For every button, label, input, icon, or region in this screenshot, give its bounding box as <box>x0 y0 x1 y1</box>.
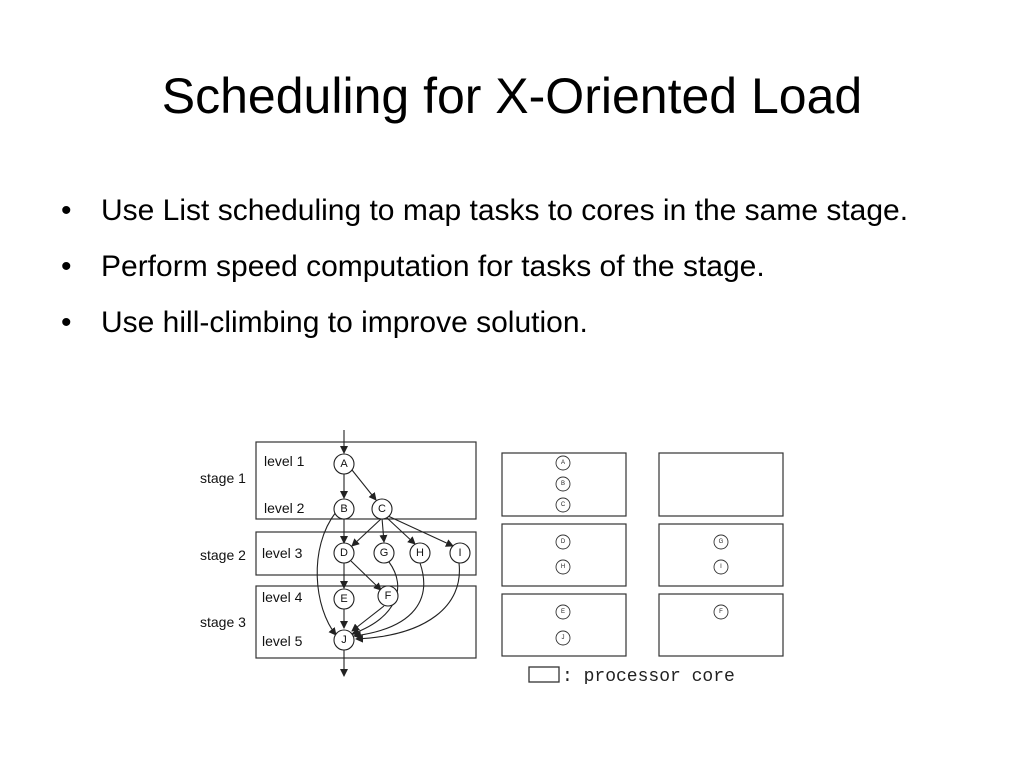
task-node-label: I <box>458 547 462 559</box>
core-task <box>556 477 570 491</box>
task-node <box>334 454 354 474</box>
legend-text: : processor core <box>562 667 735 684</box>
edge <box>317 512 336 635</box>
task-node <box>334 630 354 650</box>
core-task <box>556 456 570 470</box>
core-task <box>556 498 570 512</box>
task-node-label: H <box>416 547 424 559</box>
task-node-label: A <box>340 458 348 470</box>
bullet-marker: • <box>61 194 72 227</box>
processor-core <box>502 524 626 586</box>
core-task-label: J <box>561 635 565 641</box>
bullet-text: Perform speed computation for tasks of the stage. <box>101 250 765 283</box>
edge <box>388 516 453 546</box>
core-task-label: B <box>560 481 566 487</box>
task-node-label: F <box>384 590 392 602</box>
task-node-label: C <box>378 503 386 515</box>
task-node-label: B <box>340 503 348 515</box>
task-node <box>334 543 354 563</box>
legend-core-swatch <box>529 667 559 682</box>
task-node <box>450 543 470 563</box>
bullet-text: Use List scheduling to map tasks to cores in the same stage. <box>101 194 909 227</box>
task-node-label: D <box>340 547 348 559</box>
core-task-label: I <box>720 564 722 570</box>
core-task-label: A <box>560 460 566 466</box>
level-label: level 2 <box>264 500 305 516</box>
task-node-label: J <box>341 634 347 646</box>
core-task <box>714 535 728 549</box>
core-task-label: D <box>560 539 566 545</box>
core-task <box>556 605 570 619</box>
core-task-label: G <box>718 539 724 545</box>
bullet-item <box>56 188 986 234</box>
core-task <box>556 535 570 549</box>
edge <box>382 518 384 542</box>
bullet-marker: • <box>61 250 72 283</box>
bullet-item <box>56 244 986 290</box>
task-node <box>334 499 354 519</box>
task-node <box>378 586 398 606</box>
core-task-label: E <box>560 609 566 615</box>
level-label: level 1 <box>264 453 305 469</box>
task-node-label: E <box>340 593 348 605</box>
bullet-text: Use hill-climbing to improve solution. <box>101 306 588 339</box>
task-node <box>334 589 354 609</box>
core-task-label: C <box>560 502 566 508</box>
bullet-list <box>56 188 986 356</box>
slide-title: Scheduling for X-Oriented Load <box>161 68 863 124</box>
stage-label: stage 2 <box>200 547 246 563</box>
level-label: level 5 <box>262 633 303 649</box>
level-label: level 4 <box>262 589 303 605</box>
stage-label: stage 3 <box>200 614 246 630</box>
task-node-label: G <box>379 547 389 559</box>
core-task <box>556 631 570 645</box>
core-task <box>556 560 570 574</box>
bullet-item <box>56 300 986 346</box>
level-label: level 3 <box>262 545 303 561</box>
core-task <box>714 605 728 619</box>
processor-core <box>659 594 783 656</box>
task-node <box>374 543 394 563</box>
processor-core <box>659 524 783 586</box>
edge <box>386 517 415 544</box>
core-task <box>714 560 728 574</box>
task-node <box>372 499 392 519</box>
core-task-label: F <box>719 609 723 615</box>
task-node <box>410 543 430 563</box>
processor-core <box>502 594 626 656</box>
bullet-marker: • <box>61 306 72 339</box>
edge <box>352 470 376 500</box>
scheduling-diagram <box>196 428 796 684</box>
core-task-label: H <box>560 564 566 570</box>
stage-label: stage 1 <box>200 470 246 486</box>
processor-core <box>659 453 783 516</box>
